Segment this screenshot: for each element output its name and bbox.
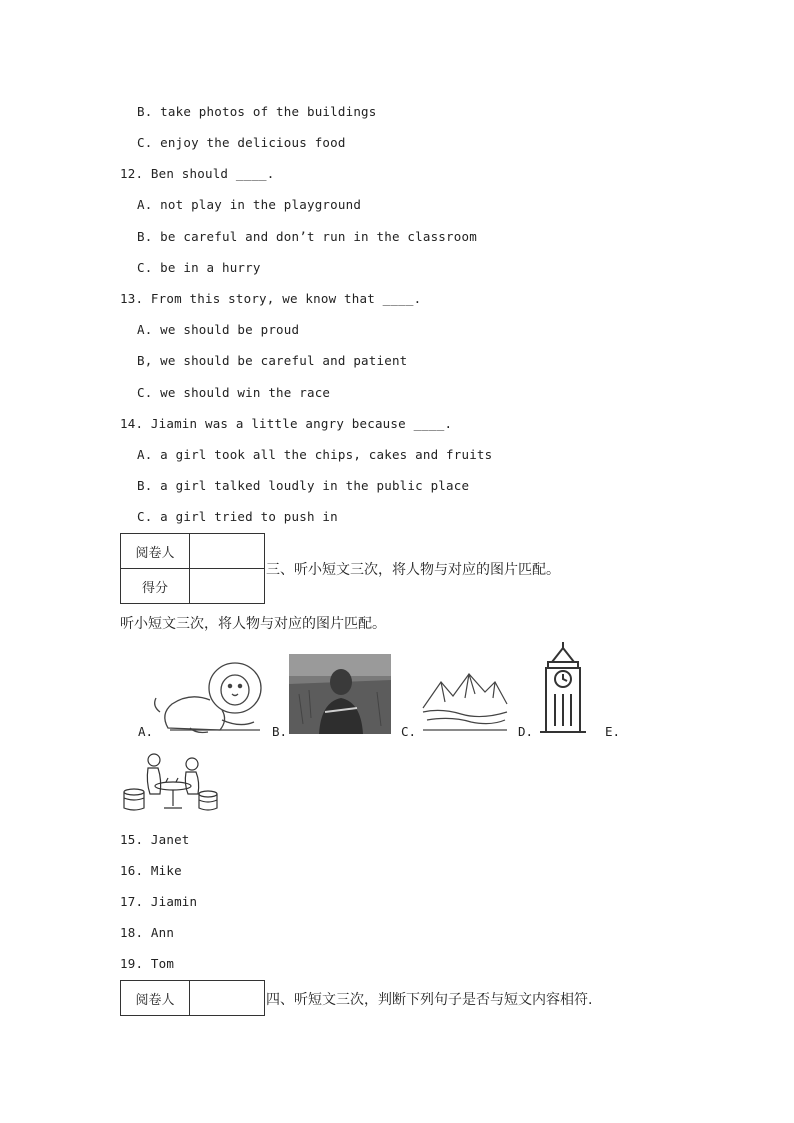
section4-grading-table <box>120 980 265 1016</box>
section3-instruction: 听小短文三次，将人物与对应的图片匹配。 <box>120 616 386 632</box>
q14-stem: 14. Jiamin was a little angry because ____. <box>120 416 453 431</box>
match-item: 18. Ann <box>120 925 175 940</box>
section3-heading: 三、听小短文三次，将人物与对应的图片匹配。 <box>266 562 560 578</box>
q12-stem: 12. Ben should ____. <box>120 166 275 181</box>
grader-cell[interactable] <box>190 981 265 1016</box>
grader-label: 阅卷人 <box>121 981 190 1016</box>
match-item: 17. Jiamin <box>120 894 198 909</box>
picture-label-c: C. <box>401 724 417 739</box>
score-label: 得分 <box>121 569 190 604</box>
picture-label-b: B. <box>272 724 288 739</box>
match-item: 16. Mike <box>120 863 182 878</box>
picture-label-d: D. <box>518 724 534 739</box>
picture-label-a: A. <box>138 724 154 739</box>
mountains-icon <box>421 668 509 732</box>
score-cell[interactable] <box>190 569 265 604</box>
q11-option-c: C. enjoy the delicious food <box>137 135 346 150</box>
q12-option-a: A. not play in the playground <box>137 197 362 212</box>
lion-icon <box>150 660 268 736</box>
clock-tower-icon <box>540 640 586 734</box>
q13-option-c: C. we should win the race <box>137 385 331 400</box>
picture-label-e: E. <box>605 724 621 739</box>
q14-option-b: B. a girl talked loudly in the public place <box>137 478 470 493</box>
grader-cell[interactable] <box>190 534 265 569</box>
q13-option-b: B, we should be careful and patient <box>137 353 408 368</box>
q12-option-c: C. be in a hurry <box>137 260 261 275</box>
q13-stem: 13. From this story, we know that ____. <box>120 291 422 306</box>
match-item: 15. Janet <box>120 832 190 847</box>
q11-option-b: B. take photos of the buildings <box>137 104 377 119</box>
q14-option-a: A. a girl took all the chips, cakes and fruits <box>137 447 493 462</box>
grader-label: 阅卷人 <box>121 534 190 569</box>
section4-heading: 四、听短文三次，判断下列句子是否与短文内容相符. <box>266 992 593 1008</box>
match-item: 19. Tom <box>120 956 175 971</box>
q12-option-b: B. be careful and don’t run in the classroom <box>137 229 477 244</box>
q13-option-a: A. we should be proud <box>137 322 300 337</box>
people-at-table-icon <box>120 748 218 814</box>
section3-grading-table <box>120 533 265 604</box>
q14-option-c: C. a girl tried to push in <box>137 509 338 524</box>
old-man-photo <box>289 654 391 734</box>
